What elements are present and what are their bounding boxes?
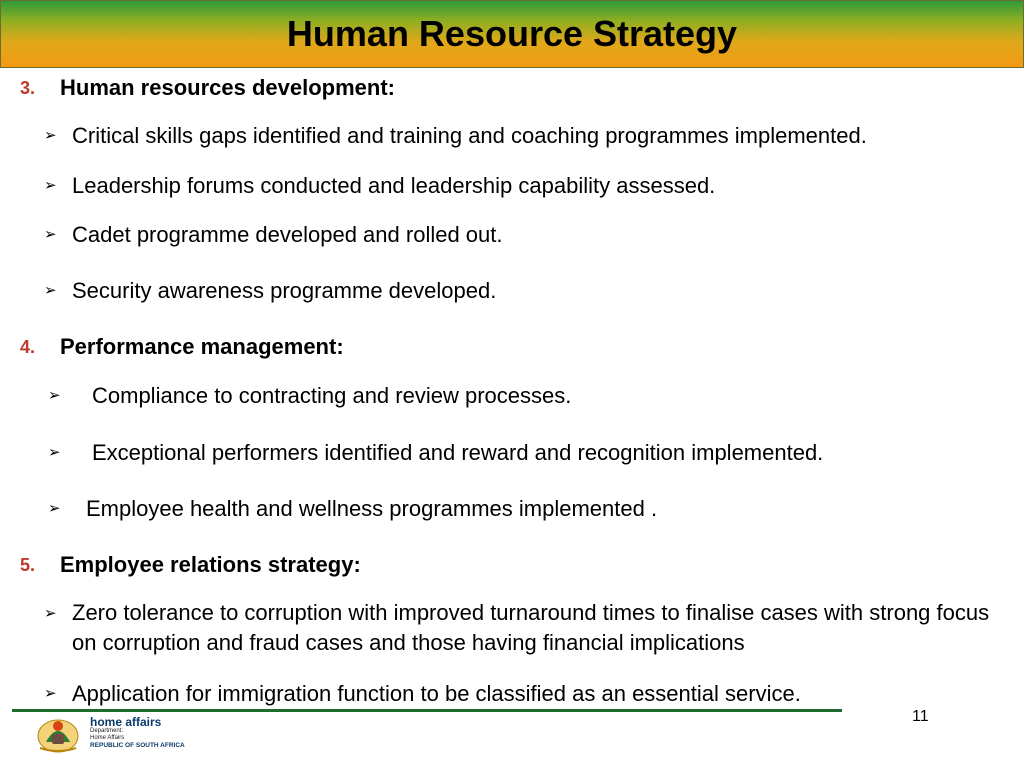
arrowhead-icon: ➢ xyxy=(44,605,57,622)
logo-brand: home affairs xyxy=(90,715,162,729)
arrowhead-icon: ➢ xyxy=(44,226,57,243)
bullet-text: Compliance to contracting and review processes. xyxy=(92,383,572,408)
arrowhead-icon: ➢ xyxy=(44,282,57,299)
logo-dept-label: Department: xyxy=(90,728,124,734)
bullet-text: Critical skills gaps identified and training and coaching programmes implemented. xyxy=(72,123,867,148)
section-heading: Employee relations strategy: xyxy=(60,552,361,577)
bullet-text: Leadership forums conducted and leadership capability assessed. xyxy=(72,173,716,198)
slide-title: Human Resource Strategy xyxy=(286,13,738,54)
section-number: 4. xyxy=(20,337,36,357)
section-heading: Performance management: xyxy=(60,334,344,359)
section-number: 5. xyxy=(20,555,36,575)
page-number: 11 xyxy=(912,708,929,725)
coat-of-arms-icon xyxy=(32,714,84,754)
arrowhead-icon: ➢ xyxy=(48,500,61,517)
arrowhead-icon: ➢ xyxy=(44,685,57,702)
section-heading: Human resources development: xyxy=(60,75,395,100)
section-number: 3. xyxy=(20,78,36,98)
bullet-text: Zero tolerance to corruption with improved turnaround times to finalise cases with strong focus on corruption and fraud cases and those having financial implications xyxy=(72,600,990,655)
bullet-text: Security awareness programme developed. xyxy=(72,278,497,303)
bullet-text: Application for immigration function to be classified as an essential service. xyxy=(72,681,801,706)
title-bar xyxy=(0,0,1024,68)
arrowhead-icon: ➢ xyxy=(48,444,61,461)
arrowhead-icon: ➢ xyxy=(44,127,57,144)
arrowhead-icon: ➢ xyxy=(44,177,57,194)
logo-country: REPUBLIC OF SOUTH AFRICA xyxy=(90,742,185,749)
arrowhead-icon: ➢ xyxy=(48,387,61,404)
home-affairs-logo xyxy=(32,714,232,754)
footer-rule xyxy=(12,709,842,712)
bullet-text: Exceptional performers identified and reward and recognition implemented. xyxy=(92,440,824,465)
bullet-text: Employee health and wellness programmes implemented . xyxy=(86,496,658,521)
logo-dept-name: Home Affairs xyxy=(90,735,125,741)
bullet-text: Cadet programme developed and rolled out. xyxy=(72,222,503,247)
